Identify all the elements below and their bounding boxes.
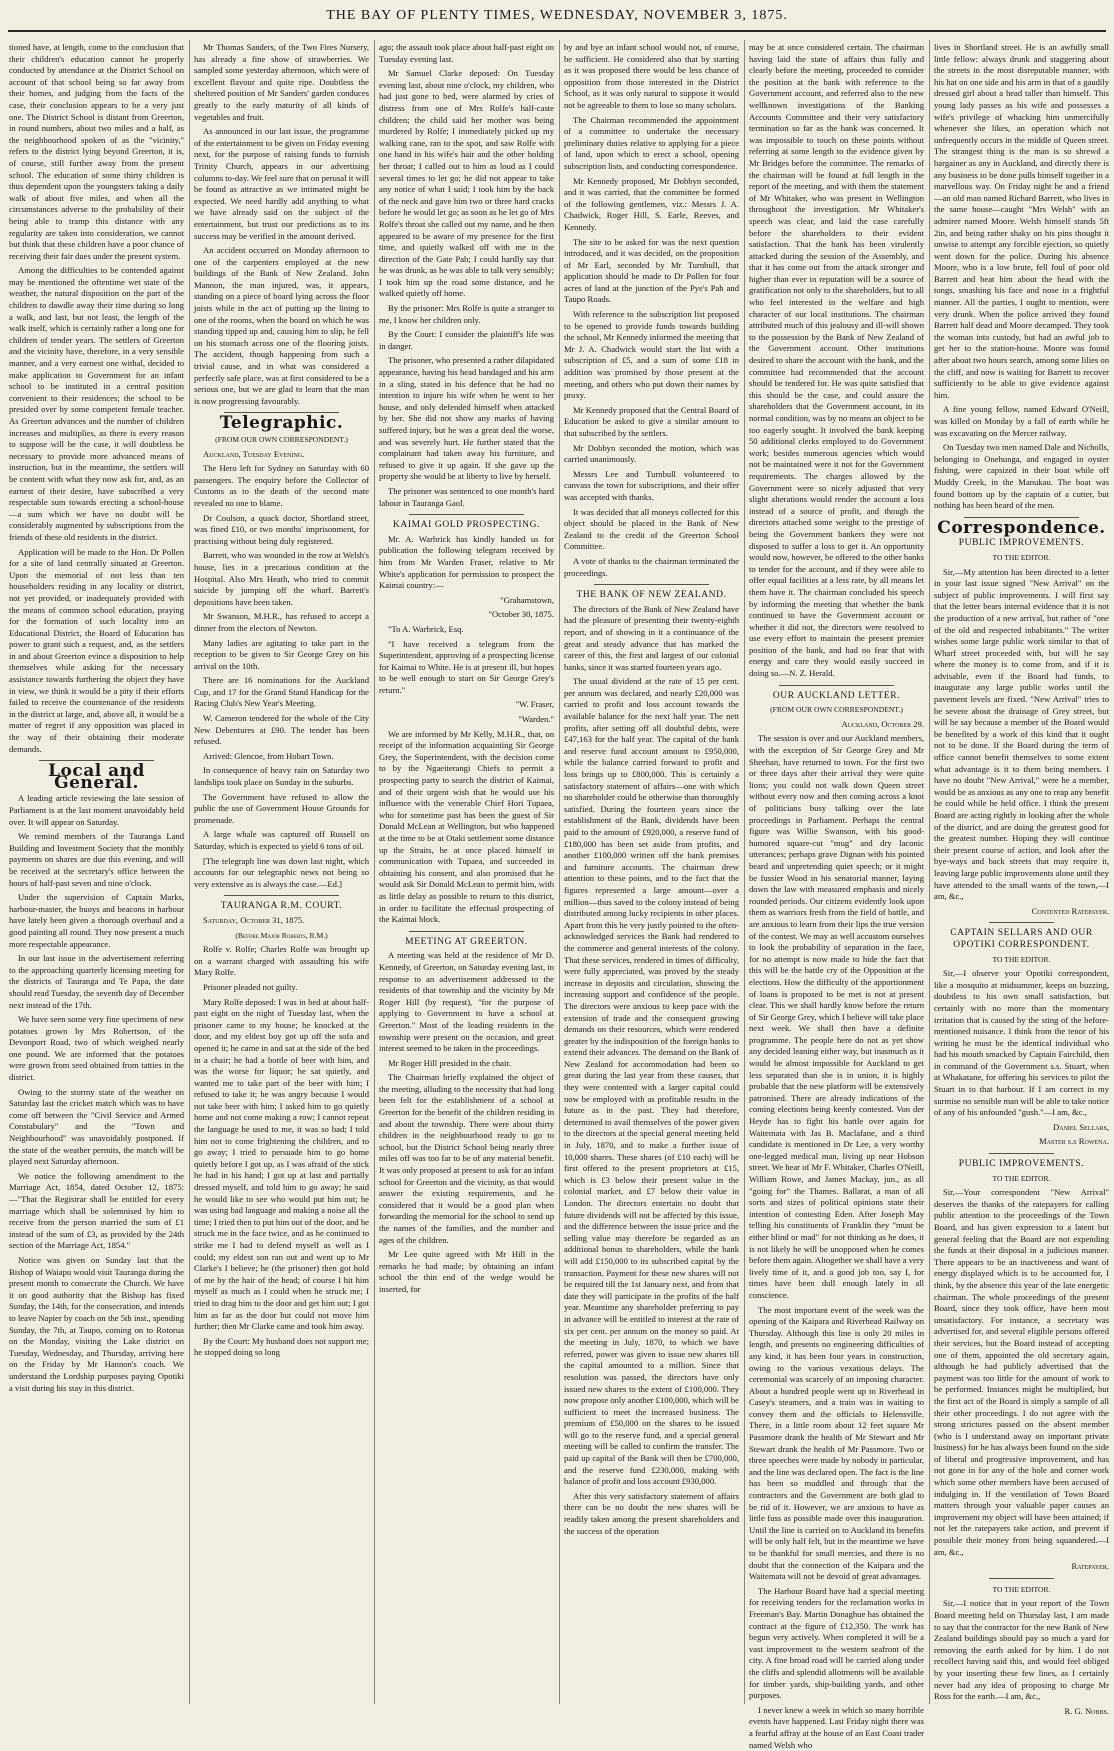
correspondence-heading: Correspondence. <box>937 517 1106 538</box>
telegraph-item: Barrett, who was wounded in the row at Welsh's house, lies in a precarious condition at the Hospital. Also Mrs Heath, who tried to commit suicide by jumping off the wharf. Barrett's depositions have been taken. <box>194 550 369 607</box>
news-item: Notice was given on Sunday last that the Bishop of Waiapu would visit Tauranga during the present month to consecrate the Church. We have it on good authority that the Bishop has fixed Sunday, the 14th, for the consecration, and intends to leave Napier by coach on the 5th inst., spending Sunday, the 7th, at Taupo, coming on to Rotorua on the Monday, visiting the Lake district on Tuesday, Wednesday, and Thursday, arriving here on the Friday by Mr Hannon's coach. We understand the Lordship purposes paying Opotiki a visit during his stay in this district. <box>9 1254 184 1393</box>
telegram-addressee: "To A. Warbrick, Esq. <box>388 623 464 634</box>
court-paragraph: ago; the assault took place about half-past eight on Tuesday evening last. <box>379 42 554 64</box>
court-paragraph: By the Court: My husband does not support me; he stopped doing so long <box>194 1335 369 1358</box>
news-item: Owing to the stormy state of the weather on Saturday last the cricket match which was to have come off between the "Civil Service and Armed Constabulary" and the "Town and Neighbourhood" was unavoidably postponed. If the state of the weather permits, the match will be played next Saturday afternoon. <box>9 1086 184 1167</box>
letter-paragraph: Sir,—Your correspondent "New Arrival" deserves the thanks of the ratepayers for calling public attention to the proceedings of the Town Board, and has given expression to a latent but general feeling that the Board are not expending the funds at their disposal in a judicious manner. There appears to be an inactiveness and want of energy displayed which is to be accounted for, I think, by the absence this year of the late energetic chairman. The whole proceedings of the present Board, since they took office, have been most unsatisfactory. For instance, a secretary was advertised for, and several eligible persons offered their services, but the Board instead of accepting one of them, appointed the old secretary again, although he had publicly advertised that the payment was too little for the amount of work to be performed. Instances might be multiplied, but the first act of the Board is simply a sample of all their other proceedings. I do not agree with the strong strictures passed on the absent member (who is I understand away on important private business) for he has always been found on the side of liberal and progressive improvement, and has not gone in for any of the hole and corner work which some other members have been accused of indulging in. If the ventilation of Town Board matters through your valuable paper causes an improvement my object will have been attained; if not let the ratepayers take action, and prevent if possible their money from being squandered.—I am, &c., <box>934 1187 1109 1557</box>
section-rule <box>409 931 524 932</box>
auckland-letter-heading: OUR AUCKLAND LETTER. <box>772 690 901 701</box>
telegraph-item: Many ladies are agitating to take part in the reception to be given to Sir George Grey on his arrival on the 10th. <box>194 637 369 671</box>
letter-signature: R. G. Nobbs. <box>1064 1705 1109 1716</box>
news-item: A leading article reviewing the late session of Parliament is at the last moment unavoidably held over. It will appear on Saturday. <box>9 793 184 827</box>
meeting-paragraph: Messrs Lee and Turnbull volunteered to canvass the town for subscriptions, and their offer was accepted with thanks. <box>564 468 739 502</box>
court-paragraph: Prisoner pleaded not guilty. <box>203 981 298 992</box>
section-rule <box>409 514 524 515</box>
letter-paragraph: I never knew a week in which so many horrible events have happened. Last Friday night there was a fearful affray at the house of an East Coast trader named Welsh who <box>749 1704 924 1750</box>
meeting-paragraph: The Chairman briefly explained the object of the meeting, alluding to the necessity that had long been felt for the establishment of a school at Greerton for the benefit of the children residing in and about the township. There were about thirty children in the neighbourhood ready to go to school, but the District School being nearly three miles off was too far to be of any material benefit. It was only proposed at present to ask for an infant school for Greerton and the vicinity, as that would answer the existing requirements, and he considered that it would be a good plan when forwarding the memorial for the school to send up the names of the families, and the number and ages of the children. <box>379 1072 554 1245</box>
meeting-paragraph: Mr Dobbyn seconded the motion, which was carried unanimously. <box>564 442 739 465</box>
court-paragraph: Mr Samuel Clarke deposed: On Tuesday evening last, about nine o'clock, my children, who had just gone to bed, were alarmed by cries of distress from one of Mrs Rolfe's half-caste children; the child said her mother was being murdered by Rolfe; I immediately picked up my walking cane, ran to the spot, and saw Rolfe with one hand in his wife's hair and the other holding her throat; I called out to him as loud as I could several times to let go; he did not appear to take any notice of what I said; I took him by the back of the neck and gave him two or three hard cracks before he would let go; as soon as he let go of Mrs Rolfe's throat she called out my name, and he then appeared to be aware of my presence for the first time, and quietly walked off with me in the direction of the Gate Pah; I could hardly say that he was drunk, as he was able to talk very sensibly; I took him up the road some distance, and he walked quietly off home. <box>379 68 554 299</box>
court-paragraph: The prisoner, who presented a rather dilapidated appearance, having his head bandaged and his arm in a sling, stated in his defence that he had no intention to injure his wife when he went to her house, and only defended himself when attacked by her. She did not show any marks of having suffered injury, but he was a great deal the worse, and was severely hurt. He further stated that the complainant had taken away his furniture, and refused to give it up again. If she gave up the property she would be at liberty to live by herself. <box>379 355 554 482</box>
telegram-signature: "W. Fraser, <box>515 699 554 710</box>
meeting-paragraph: Mr Kennedy proposed, Mr Dobbyn seconded, and it was carried, that the committee be formed of the following gentlemen, viz.: Messrs J. A. Chadwick, Roger Hill, S. Earle, Reeves, and Kennedy. <box>564 175 739 232</box>
telegraph-item: [The telegraph line was down last night, which accounts for our telegraphic news not being so very extensive as is always the case.—Ed.] <box>194 855 369 889</box>
meeting-paragraph: by and bye an infant school would not, of course, be sufficient. He considered also that by starting as it was proposed there would be less chance of opposition from those interested in the District School, as it was only natural to suppose it would not be agreeable to them to lose so many scholars. <box>564 42 739 110</box>
column-3 <box>379 42 554 1702</box>
meeting-paragraph: A vote of thanks to the chairman terminated the proceedings. <box>564 555 739 578</box>
letter-paragraph: lives in Shortland street. He is an awfully small little fellow: always drunk and staggering about the streets in the most disreputable manner, with his hat on one side and his arm in that of a gaudily dressed girl about a head taller than himself. This young lady passes as his wife and possesses a wife's privilege of whacking him unmercifully whenever she likes, an operation which not unfrequently occurs in the middle of Queen street. The strangest thing is the man is so shrewd a bargainer as any in Auckland, and directly there is any business to be done pulls himself together in a marvellous way. On Friday night he and a friend—an old man named Richard Barrett, who lives in the same house—caught "Mrs Welsh" with an admirer named Moore. Welsh himself stands 5ft 2in, and being rather shaky on his pins thought it unwise to attempt any forcible ejection, so quietly went down for the police. During his absence Moore, who is a low brute, fell foul of poor old Barrett and beat him about the head with the tongs, smashing his face and nose in a frightful manner. All the parties, I ought to mention, were very drunk. When the police arrived they found Barrett half dead and Moore decamped. They took the woman into custody, but had an awful job to get her to the station-house. Moore was found after about two hours search, among some lilies on the cliff, and now is waiting for Barrett to recover sufficiently to be able to give evidence against him. <box>934 42 1109 400</box>
court-paragraph: Mary Rolfe deposed: I was in bed at about half-past eight on the night of Tuesday last, when the prisoner came to my house; he knocked at the door, and my eldest boy got up off the sofa and opened it; he came in and sat at the side of the bed in a chair; he had a bottle of beer with him, and was the worse for liquor; he sat quietly, and wanted me to take part of the beer with him; I refused to take it; he was angry because I would not take beer with him; I asked him to go quietly home and not come making a row; I cannot repeat the language he used to me, it was so bad; I told him not to come frightening the children, and to go away; I tried to persuade him to go home quietly before I got up, as I was afraid of the stick he had in his hand; I got up at last and partially dressed myself, and told him to go away; he said he would like to see who would put him out; he was using bad language and making a noise all the time; I tried then to put him out of the door, and he struck me in the face twice, and as he continued to strike me I had to defend myself as well as I could; my eldest son ran out and went up to Mr Clarke's I believe; he (the prisoner) then got hold of me by the hair of the head; of course I hit him myself as much as I could when he struck me; I tried to drag him to the door and get him out; I got him as far as the door but could not move him further; then Mr Clarke came and took him away. <box>194 996 369 1332</box>
court-magistrate: (Before Major Roberts, R.M.) <box>235 930 328 940</box>
column-divider <box>744 40 745 1704</box>
local-general-heading: Local and General. <box>48 761 145 793</box>
telegram-title: "Warden." <box>518 714 554 725</box>
article-paragraph: Among the difficulties to be contended against may be mentioned the oftentime wet state of the weather, the natural disposition on the part of the children to dawdle away their time during so long a walk, and last, but not least, the length of the walk itself, which is certainly rather a long one for children of tender years. The settlers of Greerton and the vicinity have, therefore, in a very sensible manner, and a very earnest one withal, decided to make application to Government for an infant school to be instituted in a central position convenient to their residences; the school to be presided over by some competent female teacher. As Greerton advances and the number of children increases and multiplies, as there is every reason to suppose will be the case, it will doubtless be necessary to provide more advanced means of instruction, but in the meantime, the settlers will be content with what they now ask for, and, as an earnest of their desire, have subscribed a very respectable sum towards erecting a school-house—a sum which we have no doubt will be considerably augmented by subscriptions from the friends of these old residents in the district. <box>9 265 184 542</box>
news-item: We remind members of the Tauranga Land Building and Investment Society that the monthly payments on shares are due this evening, and will be received at the secretary's office between the hours of half-past seven and nine o'clock. <box>9 831 184 888</box>
meeting-paragraph: It was decided that all moneys collected for this object should be placed in the Bank of New Zealand to the credit of the Greerton School Committee. <box>564 506 739 552</box>
letter-signature: Daniel Sellars, <box>1053 1121 1109 1132</box>
meeting-paragraph: The Chairman recommended the appointment of a committee to undertake the necessary preliminary duties relative to applying for a piece of land, upon which to erect a school, opening subscription lists, and conducting correspondence. <box>564 114 739 171</box>
letter-signature: Contented Ratepayer. <box>1031 905 1109 916</box>
telegraphic-dateline: Auckland, Tuesday Evening. <box>203 448 305 459</box>
telegraph-item: In consequence of heavy rain on Saturday two landslips took place on Sunday in the suburbs. <box>194 765 369 788</box>
column-4 <box>564 42 739 1702</box>
column-divider <box>929 40 930 1704</box>
news-item: We have seen some very fine specimens of new potatoes grown by Mrs Robertson, of the Devonport Road, two of which weighed nearly one pound. We are informed that the potatoes were grown from seed obtained from tatties in the district. <box>9 1014 184 1083</box>
court-paragraph: By the Court: I consider the plaintiff's life was in danger. <box>379 329 554 351</box>
column-divider <box>189 40 190 1704</box>
to-the-editor: TO THE EDITOR. <box>992 954 1051 964</box>
auckland-letter-source: (FROM OUR OWN CORRESPONDENT.) <box>770 705 903 715</box>
meeting-paragraph: With reference to the subscription list proposed to be opened to provide funds towards building the school, Mr Kennedy informed the meeting that Mr J. A. Chadwick would start the list with a subscription of £5, and a sum of some £18 in addition was promised by those present at the meeting, and others who put down their names by proxy. <box>564 309 739 401</box>
letter-signature: Ratepayer. <box>1071 1561 1109 1572</box>
kaimai-paragraph: We are informed by Mr Kelly, M.H.R., that, on receipt of the information acquainting Sir George Grey, the Superintendent, with the decision come to by the Ngaeiterangi Chiefs to permit a prospecting party to search the district of Kaimai, and of their urgent wish that he would use his influence with the venerable Chief Hori Tupaea, who for sometime past has been the guest of Sir Donald McLean at Wellington, but who happened at the time to be at Otaki settlement some distance up the Straits, he at once placed himself in communication with Tupaea, and succeeded in obtaining his consent, and also promised that he would ask Sir Donald McLean to permit him, with as little delay as possible to return to this district, in order to facilitate the effectual prospecting of the Kaimai block. <box>379 728 554 925</box>
column-divider <box>559 40 560 1704</box>
bank-paragraph: The directors of the Bank of New Zealand have had the pleasure of presenting their twenty-eighth report, and of showing in it a continuance of the great and steady advance that has marked the career of this, the first and largest of our colonial banks, since it was started fourteen years ago. <box>564 603 739 672</box>
telegraph-item: Dr Coulson, a quack doctor, Shortland street, was fined £10, or two months' imprisonment, for practising without being duly registered. <box>194 512 369 546</box>
letter-paragraph: The Harbour Board have had a special meeting for receiving tenders for the reclamation works in Freeman's Bay. Martin Donaghue has obtained the contract at the figure of £12,350. The work has begun very actively. When completed it will be a vast improvement to the western seafront of the city. A fine broad road will be carried along under the cliffs and splendid allotments will be available for timber yards, ship-building yards, and other purposes. <box>749 1585 924 1701</box>
news-item: In our last issue in the advertisement referring to the approaching quarterly licensing meeting for the districts of Tauranga and Te Papa, the date should read Tuesday, the seventh day of December next instead of the 17th. <box>9 953 184 1010</box>
masthead <box>0 0 1114 38</box>
telegraph-item: Arrived: Glencoe, from Hobart Town. <box>203 750 334 761</box>
section-rule <box>989 922 1054 923</box>
telegram-body: "I have received a telegram from the Superintendent, approving of a prospecting license for Kaimai to White. He is at present ill, but hopes to be well enough to start on Sir George Grey's return." <box>379 638 554 695</box>
bank-heading: THE BANK OF NEW ZEALAND. <box>576 590 727 601</box>
meeting-paragraph: Mr Roger Hill presided in the chair. <box>388 1057 511 1068</box>
auckland-letter-dateline: Auckland, October 29. <box>841 718 924 729</box>
bank-paragraph: After this very satisfactory statement of affairs there can be no doubt the new shares will be readily taken among the present shareholders and the success of the operation <box>564 1490 739 1536</box>
meeting-paragraph: A meeting was held at the residence of Mr D. Kennedy, of Greerton, on Saturday evening last, in response to an advertisement addressed to the residents of that township and the vicinity by Mr Roger Hill (by request), "for the purpose of applying to Government to have a school at Greerton." Most of the leading residents in the township were present on the occasion, and great interest seemed to be taken in the proceedings. <box>379 950 554 1054</box>
newspaper-title: THE BAY OF PLENTY TIMES, WEDNESDAY, NOVEMBER 3, 1875. <box>326 8 788 23</box>
kaimai-heading: KAIMAI GOLD PROSPECTING. <box>392 520 541 531</box>
letter-paragraph: The most important event of the week was the opening of the Kaipara and Riverhead Railway on Thursday. Although this line is only 20 miles in length, and presents no engineering difficulties of any kind, it has been four years in construction, owing to the various vexatious delays. The ceremonial was scarcely of an imposing character. About a hundred people went up to Riverhead in Casey's steamers, and a train was in waiting to convey them and the officials to Helensville. There, in a little room about 12 feet square Mr Passmore drank the health of Mr Stewart and Mr Stewart drank the health of Mr Passmore. Two or three speeches were made by nobody in particular, and the line was declared open. The fact is the line has been so muddled and through that the contractors and the Government are both glad to be rid of it. However, we are anxious to have as little fuss as possible made over this inauguration. Until the line is carried on to Auckland its benefits will be only half felt, but in the meantime we have to be thankful for small mercies, and there is no doubt that the connection of the Kaipara and the Waitemata will not be devoid of great advantages. <box>749 1304 924 1582</box>
court-paragraph: Rolfe v. Rolfe; Charles Rolfe was brought up on a warrant charged with assaulting his wife Mary Rolfe. <box>194 944 369 978</box>
column-5 <box>749 42 924 1750</box>
column-2 <box>194 42 369 1702</box>
to-the-editor: TO THE EDITOR. <box>992 1173 1051 1183</box>
section-rule <box>779 685 894 686</box>
letter-paragraph: Sir,—My attention has been directed to a letter in your last issue signed "New Arrival" on the subject of public improvements. I will first say that the letter bears internal evidence that it is not the production of a new arrival, but rather of "one of the old and respected inhabitants." The writer wishes some large public work similar to that of Wharf street proceeded with, but will he say where the money is to come from, and if it is advisable, even if the Board had funds, to inaugurate any large public works until the pavement levels are fixed. "New Arrival" tries to be severe about the drainage of Grey street, but will he say because a member of the Board would be benefited by a work of this kind that it ought not to be done. If the Board during the term of office cannot benefit themselves to some extent what advantage is it to them being members. I have no doubt "New Arrival," were he a member, would be as anxious as any one to reap any benefit he could while he held office. I think the present Board are acting rightly in looking after the whole of the district, and are doing the greatest good for the greatest number. Hoping they will continue their present course of action, and look after the bye-ways and back streets that may require it, leaving large public improvements alone until they have attended to the small wants of the town,—I am, &c., <box>934 566 1110 902</box>
to-the-editor: TO THE EDITOR. <box>992 552 1051 562</box>
column-1 <box>9 42 184 1702</box>
telegraph-item: A large whale was captured off Russell on Saturday, which is expected to yield 6 tons of oil. <box>194 829 369 851</box>
court-paragraph: The prisoner was sentenced to one month's hard labour in Tauranga Gaol. <box>379 485 554 508</box>
section-rule <box>594 584 709 585</box>
meeting-paragraph: The site to be asked for was the next question introduced, and it was decided, on the proposition of Mr Earl, seconded by Mr Turnbull, that application should be made to Dr Pollen for four acres of land at the junction of the Pye's Pah and Taupo Roads. <box>564 236 739 305</box>
telegram-place: "Grahamstown, <box>500 594 554 605</box>
letter-paragraph: A fine young fellow, named Edward O'Neill, was killed on Monday by a fall of earth while he was excavating on the Mercer railway. <box>934 404 1109 438</box>
letter-paragraph: Sir,—I notice that in your report of the Town Board meeting held on Thursday last, I am made to say that the contractor for the new Bank of New Zealand buildings should pay so much a yard for removing the earth asked for by him. I do not recollect having said this, and would feel obliged by your inserting these few lines, as I certainly never had any idea of proposing to charge Mr Ross for the earth.—I am, &c., <box>934 1598 1109 1702</box>
kaimai-paragraph: Mr. A. Warbrick has kindly handed us for publication the following telegram received by him from Mr Warden Fraser, relative to Mr White's application for permission to prospect the Kaimai country:— <box>379 533 554 591</box>
letter-paragraph: Sir,—I observe your Opotiki correspondent, like a mosquito at midsummer, keeps on buzzing, doubtless to his own small satisfaction, but certainly with no more than the momentary irritation that is caused by the sting of the before-mentioned nuisance. I think from the tenor of his writing he must be the identical individual who had his mouth smacked by Captain Fairchild, then in command of the Government s.s. Stuart, when at Whakatane, for offering his services to pilot the Stuart in to that harbour. If I am correct in my surmise no sensible man will be able to take notice of any of his unfounded "gush."—I am, &c., <box>934 968 1109 1118</box>
telegraph-item: The Hero left for Sydney on Saturday with 60 passengers. The enquiry before the Collector of Customs as to the death of the second mate revealed no one to blame. <box>194 463 369 508</box>
news-item: We notice the following amendment to the Marriage Act, 1854, dated October 12, 1875:—"That the Registrar shall be entitled for every marriage which shall be solemnised by him to receive from the person married the sum of £1 instead of the sum of £3, as provided by the 24th section of the Marriage Act, 1854." <box>9 1170 184 1251</box>
court-date: Saturday, October 31, 1875. <box>203 914 305 925</box>
masthead-rule <box>8 30 1106 32</box>
telegraph-item: Mr Swanson, M.H.R., has refused to accept a dinner from the electors of Newton. <box>194 611 369 633</box>
news-item: Mr Thomas Sanders, of the Two Fires Nursery, has already a fine show of strawberries. We sampled some yesterday afternoon, which were of excellent flavour and quite ripe. Doubtless the sheltered position of Mr Sanders' garden conduces greatly to the early maturity of all kinds of vegetables and fruit. <box>194 42 369 122</box>
section-rule <box>989 1578 1054 1579</box>
news-item: As announced in our last issue, the programme of the entertainment to be given on Friday evening next, for the purpose of raising funds to furnish Trinity Church, appears in our advertising columns to-day. We feel sure that on perusal it will be found as attractive as we intimated might be expected. We need hardly add anything to what we have already said on the subject of the entertainment, but trust our predictions as to its success may be verified in the amount derived. <box>194 126 369 241</box>
meeting-paragraph: Mr Kennedy proposed that the Central Board of Education be asked to give a similar amount to that subscribed by the settlers. <box>564 404 739 438</box>
telegraphic-heading: Telegraphic. <box>219 413 344 434</box>
court-paragraph: By the prisoner: Mrs Rolfe is quite a stranger to me, I know her children only. <box>379 303 554 325</box>
news-item: An accident occurred on Monday afternoon to one of the carpenters employed at the new buildings of the Bank of New Zealand. John Mannon, the man injured, was, it appears, standing on a piece of board lying across the floor joists while in the act of putting up the lining to one of the rooms, when the board on which he was standing tipped up and, causing him to slip, he fell on his stomach across one of the flooring joists. The accident, though happening from such a trivial cause, and in what was considered a perfectly safe place, was at first considered to be a serious one, but we are glad to learn that the man is now progressing favourably. <box>194 245 369 406</box>
telegraph-item: There are 16 nominations for the Auckland Cup, and 17 for the Grand Stand Handicap for the Racing Club's New Year's Meeting. <box>194 675 369 709</box>
section-rule <box>989 1153 1054 1154</box>
bank-paragraph: may be at once considered certain. The chairman having laid the state of affairs thus fully and clearly before the meeting, proceeded to consider the position at the bank with reference to the Government account, and referred also to the new wellknown investigations of the Banking Accounts Committee and their very satisfactory termination so far as the bank was concerned. It was impossible to touch on these points without referring at some length to the evidence given by Mr Bridges before the committee. The remarks of the chairman will be found at full length in the report of the meeting, and with them the statement of Mr Whitaker, who was present in Wellington throughout the investigation. Mr Whitaker's speech was clear, and laid the case carefully before the shareholders to their evident satisfaction. That the bank has been virulently attacked during the session of the Assembly, and that it has come out from the attack stronger and higher than ever in reputation will be a source of gratification not only to the shareholders, but to all who feel interested in the welfare and high character of our local institutions. The chairman attributed much of this jealousy and ill-will shown to the possession by the Bank of New Zealand of the Government account. Other institutions desired to share the account with the bank, and the committee had recommended that the account should be tendered for. He was quite satisfied that this should be the case, and could assure the shareholders that the Government account, in its normal condition, was by no means an object to be too eagerly sought. It involved the bank keeping 50 additional clerks employed to do Government work; besides numerous agencies which would not be maintained were it not for the Government requirements. The charges allowed by the Government were so nicely adjusted that very slight alterations would render the account a loss instead of a source of profit, and though the directors attached some weight to the prestige of being the Government bankers they were not disposed to suffer a loss to get it. An opportunity would now, however, be offered to the other banks to tender for the account, and if they were able to offer equal facilities at a less rate, by all means let them have it. The chairman concluded his speech by informing the meeting that whether the bank continued to have the Government account or whether it did not, the directors were resolved to use every effort to maintain the present premier position of the bank, and had no fear that with energy and care they would easily succeed in doing so.—N. Z. Herald. <box>749 42 924 679</box>
letter-heading: PUBLIC IMPROVEMENTS. <box>958 538 1085 549</box>
telegraph-item: The Government have refused to allow the public the use of Government House Grounds for promenade. <box>194 791 369 825</box>
column-6 <box>934 42 1110 1716</box>
article-paragraph: tioned have, at length, come to the conclusion that their children's education cannot be properly conducted by attendance at the District School on account of that school being so far away from their homes, and judging from the facts of the case, their conclusion appears to be a very just one. The District School is distant from Greerton, in round numbers, about two miles and a half, as the neighbourhood spoken of as the "vicinity," refers to the district lying beyond Greerton, it is, of course, still further away from the present school. The education of some thirty children is thus dependent upon the youngsters taking a daily walk of about five miles, and when all the circumstances adverse to the probability of their being able to tramp this distance with any regularity are taken into consideration, we cannot but think that these children have a poor chance of receiving their fair dues under the present system. <box>9 42 184 261</box>
letter-heading: PUBLIC IMPROVEMENTS. <box>958 1159 1085 1170</box>
bank-paragraph: The usual dividend at the rate of 15 per cent. per annum was declared, and nearly £20,000 was carried to profit and loss account towards the available balance for the next half year. The nett profits, after setting off all doubtful debts, were £47,163 for the half year. The capital of the bank and reserve fund account amount to £950,000, while the balance carried forward to profit and loss brings up to £800,000. This is certainly a satisfactory statement of affairs—one with which no shareholder could be otherwise than thoroughly satisfied. During the fourteen years since the establishment of the Bank, dividends have been paid to the amount of £920,000, a reserve fund of £180,000 has been set aside from profits, and another £100,000 written off the bank premises and furniture accounts. The chairman drew attention to these points, and to the fact that the figures represented a large amount—over a million—thus saved to the colony instead of being distributed among lucky recipients in other places. Apart from this he very justly pointed to the often-acknowledged services the Bank had rendered to the commerce and general interests of the colony. That these services, rendered in times of difficulty, were fully appreciated, was proved by the steady increase in deposits and circulation, showing the increasing support and confidence of the people. The directors were anxious to keep pace with the extension of trade and the consequent growing demands on their resources, which were rendered greater by the indisposition of the foreign banks to extend their advances. The demand on the Bank of New Zealand for accommodation had been so great during the last year from these causes, that they were contented with a larger capital could now be employed with as profitable results in the future as in the past. They had therefore, determined to avail themselves of the power given to the directors at the special general meeting held in July, 1870, and to make a further issue of 10,000 shares. These shares (of £10 each) will be first offered to the present proprietors at £15, which is £3 below their present value in the colonial market, and £7 below their value in London. The directors entertain no doubt that future dividends will not be affected by this issue, and the difference between the issue price and the selling value may therefore be regarded as an additional bonus to shareholders, while the bank will add £150,000 to its subscribed capital by the transaction. Payment for these new shares will not be required till the 1st January next, and from that date they will participate in the profits of the half year. Meantime any shareholder preferring to pay in advance will be entitled to interest at the rate of six per cent. per annum on the money so paid. At the meeting in July, 1870, to which we have referred, power was given to issue new shares till the capital amounted to a million. Since that resolution was passed, the directors have only issued new shares to the extent of £100,000. They now propose only another £100,000, which will be sufficient to meet the increased business. The premium of £50,000 on the shares to be issued will go to the reserve fund, and a special general meeting will be called to confirm the transfer. The paid up capital of the Bank will then be £700,000, and the reserve fund £230,000, making with balance of profit and loss account £930,000. <box>564 676 739 1487</box>
court-heading: TAURANGA R.M. COURT. <box>220 901 343 912</box>
telegraphic-source: (FROM OUR OWN CORRESPONDENT.) <box>215 435 348 444</box>
section-rule <box>224 895 339 896</box>
column-divider <box>374 40 375 1704</box>
news-item: Under the supervision of Captain Marks, harbour-master, the buoys and beacons in harbour have lately been given a thorough overhaul and a good painting all round. They now present a much more respectable appearance. <box>9 892 184 949</box>
to-the-editor: TO THE EDITOR. <box>992 1584 1051 1594</box>
telegraph-item: W. Cameron tendered for the whole of the City New Debentures at £90. The tender has been refused. <box>194 713 369 747</box>
letter-signature-title: Master s.s Rowena. <box>1039 1136 1109 1147</box>
telegram-date: "October 30, 1875. <box>488 609 554 620</box>
letter-heading: CAPTAIN SELLARS AND OUR OPOTIKI CORRESPONDENT. <box>950 928 1093 950</box>
letter-paragraph: On Tuesday two men named Dale and Nicholls, belonging to Onehunga, and engaged in oyster fishing, were capsized in their boat while off Muddy Creek, in the Manukau. The boat was found bottom up by the captain of a cutter, but nothing has been heard of the men. <box>934 442 1109 511</box>
meeting-heading: MEETING AT GREERTON. <box>405 936 528 947</box>
article-paragraph: Application will be made to the Hon. Dr Pollen for a site of land centrally situated at Greerton. Upon the memorial of not less than ten householders residing in any locality or district, not yet provided, or inadequately provided with the means of common school education, praying for the formation of such locality into an Educational District, the Board of Education has power to grant such a request, and, as the settlers in and about Greerton evince a disposition to help themselves while asking for the necessary assistance towards furthering the object they have in view, we think it would be a pity if their efforts failed to receive the countenance of the residents in the district at large, and, above all, it would be a matter of regret if any opposition was placed in the way of their obtaining their moderate demands. <box>9 546 184 754</box>
letter-paragraph: The session is over and our Auckland members, with the exception of Sir George Grey and Mr Sheehan, have returned to town. For the first two or three days after their arrival they were quite lions; you could not walk down Queen street without every now and then coming across a knot of politicians busy talking over the late proceedings in Parliament. Perhaps the central figure was Willie Swanson, with his good-humored square-cut "mug" and dry laconic utterances; perhaps grave Dignan with his pointed beard and unpretending quiet speech; or it might be fussier Wood in his senatorial manner, laying down the law with measured emphasis and nicely rounded periods. Our citizens evidently look upon them as warriors fresh from the field of battle, and are anxious to learn from their lips the true version of the contest. We may as well accustom ourselves to look the probability of separation in the face, for no attempt is now made to hide the fact that this will be the battle cry of the Opposition at the elections. How the difficulty of the apportionment of loans is proposed to be met is not at present clear. This we shall hardly know before the return of Sir George Grey, which I believe will take place next week. We shall then have a definite programme. The people here do not as yet show any decided leaning either way, but inasmuch as it would be almost impossible for Auckland to get less separated than she is in union, it is highly probable that the new platform will be extensively patronised. There are already indications of the coming elections being keenly contested. Von der Heyde has to fight his battle over again for Waitemata with Jas B. Maclafane, and a third candidate is mentioned in Dr Lee, a very worthy one-legged medical man, living up near Hobson street. We hear of Mr F. Whitaker, Charles O'Neill, William Rowe, and James Mackay, jun., as all "going for" the Thames. Ballarat, a man of all sorts and sizes of political opinions state their intention of contesting Eden. After Joseph May telling his constituents of Franklin they "must be either blind or mad" for not thinking as he does, it is not likely he will be unopposed when he comes before them again. Altogether we shall have a very lively time of it, and a good job too, say I, for times have been dull enough lately in all conscience. <box>749 733 924 1300</box>
meeting-paragraph: Mr Lee quite agreed with Mr Hill in the remarks he had made; by obtaining an infant school the thin end of the wedge would be inserted, for <box>379 1249 554 1294</box>
